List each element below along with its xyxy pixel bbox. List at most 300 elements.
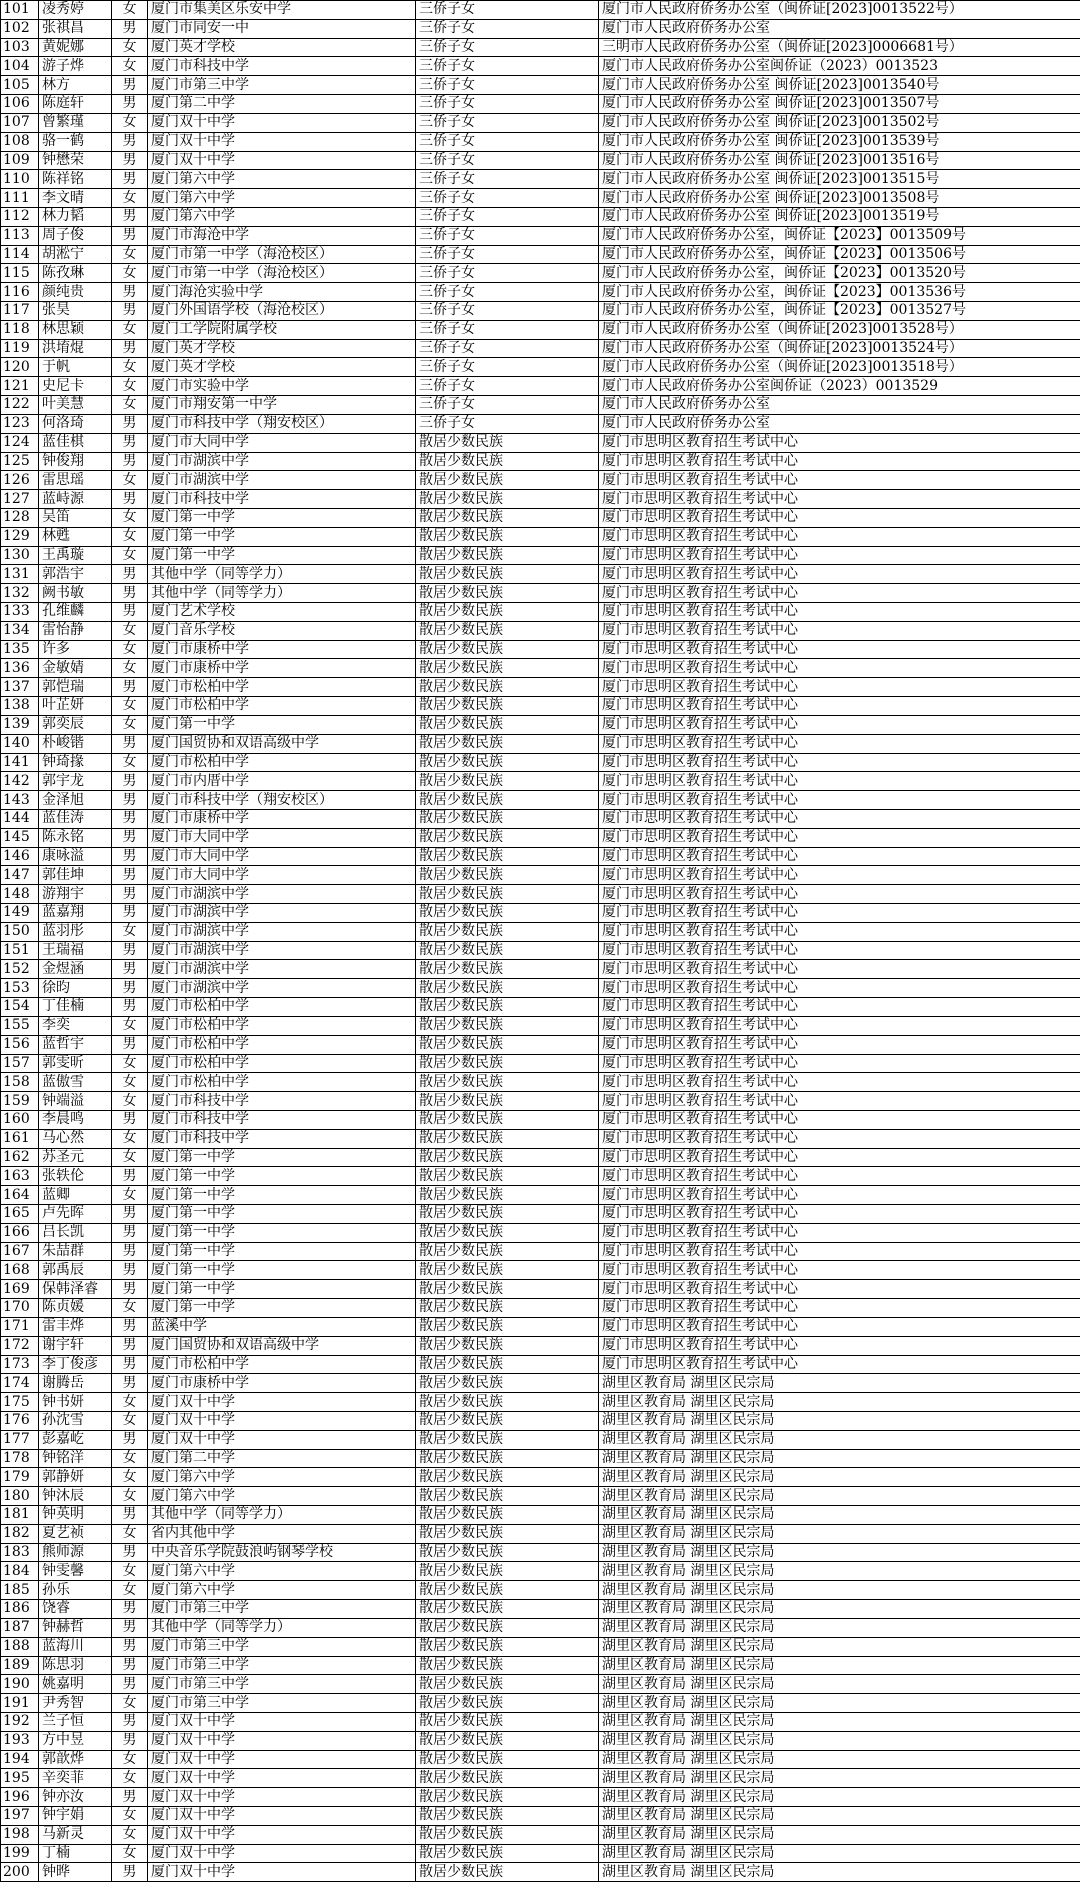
gender-cell: 男	[112, 1788, 148, 1807]
school-cell: 厦门第一中学	[148, 508, 416, 527]
category-cell: 散居少数民族	[416, 1731, 599, 1750]
row-number-cell: 178	[1, 1449, 39, 1468]
certifying-authority-cell: 厦门市人民政府侨务办公室 闽侨证[2023]0013502号	[599, 113, 1080, 132]
table-row	[1, 1562, 1080, 1581]
certifying-authority-cell: 厦门市人民政府侨务办公室（闽侨证[2023]0013528号）	[599, 320, 1080, 339]
certifying-authority-cell: 湖里区教育局 湖里区民宗局	[599, 1562, 1080, 1581]
table-row	[1, 508, 1080, 527]
table-row	[1, 132, 1080, 151]
school-cell: 厦门市实验中学	[148, 377, 416, 396]
category-cell: 散居少数民族	[416, 734, 599, 753]
gender-cell: 女	[112, 1186, 148, 1205]
school-cell: 厦门国贸协和双语高级中学	[148, 734, 416, 753]
row-number-cell: 128	[1, 508, 39, 527]
school-cell: 厦门第一中学	[148, 1280, 416, 1299]
category-cell: 散居少数民族	[416, 1374, 599, 1393]
student-name-cell: 蓝佳棋	[39, 433, 112, 452]
gender-cell: 女	[112, 1054, 148, 1073]
certifying-authority-cell: 湖里区教育局 湖里区民宗局	[599, 1506, 1080, 1525]
row-number-cell: 147	[1, 866, 39, 885]
row-number-cell: 155	[1, 1016, 39, 1035]
row-number-cell: 112	[1, 207, 39, 226]
table-row	[1, 734, 1080, 753]
gender-cell: 女	[112, 245, 148, 264]
table-row	[1, 565, 1080, 584]
table-row	[1, 151, 1080, 170]
table-row	[1, 1788, 1080, 1807]
table-row	[1, 1393, 1080, 1412]
certifying-authority-cell: 厦门市思明区教育招生考试中心	[599, 1336, 1080, 1355]
student-name-cell: 郭奕辰	[39, 715, 112, 734]
certifying-authority-cell: 厦门市思明区教育招生考试中心	[599, 1073, 1080, 1092]
school-cell: 厦门第一中学	[148, 1167, 416, 1186]
gender-cell: 男	[112, 809, 148, 828]
row-number-cell: 189	[1, 1656, 39, 1675]
certifying-authority-cell: 厦门市人民政府侨务办公室 闽侨证[2023]0013539号	[599, 132, 1080, 151]
certifying-authority-cell: 厦门市人民政府侨务办公室 闽侨证[2023]0013519号	[599, 207, 1080, 226]
certifying-authority-cell: 湖里区教育局 湖里区民宗局	[599, 1487, 1080, 1506]
category-cell: 散居少数民族	[416, 621, 599, 640]
gender-cell: 男	[112, 1205, 148, 1224]
school-cell: 厦门市湖滨中学	[148, 922, 416, 941]
gender-cell: 男	[112, 791, 148, 810]
row-number-cell: 160	[1, 1110, 39, 1129]
gender-cell: 女	[112, 320, 148, 339]
gender-cell: 女	[112, 1016, 148, 1035]
category-cell: 散居少数民族	[416, 1035, 599, 1054]
student-name-cell: 林甦	[39, 527, 112, 546]
certifying-authority-cell: 厦门市思明区教育招生考试中心	[599, 1016, 1080, 1035]
school-cell: 其他中学（同等学力）	[148, 584, 416, 603]
school-cell: 厦门第一中学	[148, 1205, 416, 1224]
gender-cell: 女	[112, 1, 148, 20]
student-name-cell: 洪堉焜	[39, 339, 112, 358]
school-cell: 厦门第二中学	[148, 1449, 416, 1468]
category-cell: 散居少数民族	[416, 603, 599, 622]
student-name-cell: 李晨鸣	[39, 1110, 112, 1129]
school-cell: 厦门市松柏中学	[148, 697, 416, 716]
category-cell: 三侨子女	[416, 283, 599, 302]
certifying-authority-cell: 厦门市人民政府侨务办公室，闽侨证【2023】0013520号	[599, 264, 1080, 283]
table-row	[1, 490, 1080, 509]
category-cell: 三侨子女	[416, 151, 599, 170]
row-number-cell: 103	[1, 38, 39, 57]
certifying-authority-cell: 厦门市人民政府侨务办公室 闽侨证[2023]0013508号	[599, 189, 1080, 208]
category-cell: 三侨子女	[416, 57, 599, 76]
category-cell: 散居少数民族	[416, 565, 599, 584]
category-cell: 散居少数民族	[416, 490, 599, 509]
school-cell: 厦门市康桥中学	[148, 640, 416, 659]
certifying-authority-cell: 湖里区教育局 湖里区民宗局	[599, 1656, 1080, 1675]
school-cell: 厦门市内厝中学	[148, 772, 416, 791]
student-name-cell: 于帆	[39, 358, 112, 377]
category-cell: 散居少数民族	[416, 1694, 599, 1713]
row-number-cell: 134	[1, 621, 39, 640]
row-number-cell: 117	[1, 302, 39, 321]
table-row	[1, 640, 1080, 659]
school-cell: 厦门市科技中学	[148, 1129, 416, 1148]
school-cell: 厦门市松柏中学	[148, 998, 416, 1017]
student-name-cell: 熊师源	[39, 1543, 112, 1562]
table-row	[1, 1242, 1080, 1261]
category-cell: 散居少数民族	[416, 1299, 599, 1318]
certifying-authority-cell: 湖里区教育局 湖里区民宗局	[599, 1788, 1080, 1807]
student-name-cell: 金泽旭	[39, 791, 112, 810]
category-cell: 散居少数民族	[416, 1186, 599, 1205]
school-cell: 厦门市松柏中学	[148, 753, 416, 772]
student-name-cell: 方中昱	[39, 1731, 112, 1750]
category-cell: 散居少数民族	[416, 678, 599, 697]
row-number-cell: 132	[1, 584, 39, 603]
category-cell: 散居少数民族	[416, 715, 599, 734]
school-cell: 厦门市湖滨中学	[148, 471, 416, 490]
student-name-cell: 钟琦掾	[39, 753, 112, 772]
certifying-authority-cell: 厦门市思明区教育招生考试中心	[599, 1355, 1080, 1374]
student-name-cell: 朱喆群	[39, 1242, 112, 1261]
category-cell: 散居少数民族	[416, 1336, 599, 1355]
gender-cell: 男	[112, 1731, 148, 1750]
school-cell: 厦门第六中学	[148, 1487, 416, 1506]
student-name-cell: 张轶伦	[39, 1167, 112, 1186]
school-cell: 厦门市湖滨中学	[148, 885, 416, 904]
gender-cell: 女	[112, 1825, 148, 1844]
row-number-cell: 156	[1, 1035, 39, 1054]
category-cell: 三侨子女	[416, 226, 599, 245]
table-row	[1, 960, 1080, 979]
certifying-authority-cell: 厦门市思明区教育招生考试中心	[599, 1129, 1080, 1148]
certifying-authority-cell: 湖里区教育局 湖里区民宗局	[599, 1430, 1080, 1449]
certifying-authority-cell: 厦门市思明区教育招生考试中心	[599, 1261, 1080, 1280]
student-name-cell: 郭宇龙	[39, 772, 112, 791]
student-name-cell: 陈永铭	[39, 828, 112, 847]
row-number-cell: 136	[1, 659, 39, 678]
table-row	[1, 302, 1080, 321]
gender-cell: 男	[112, 979, 148, 998]
table-row	[1, 697, 1080, 716]
table-row	[1, 772, 1080, 791]
student-name-cell: 马新灵	[39, 1825, 112, 1844]
school-cell: 厦门市第一中学（海沧校区）	[148, 245, 416, 264]
row-number-cell: 138	[1, 697, 39, 716]
student-name-cell: 郭佳坤	[39, 866, 112, 885]
gender-cell: 女	[112, 1468, 148, 1487]
row-number-cell: 181	[1, 1506, 39, 1525]
student-name-cell: 蓝海川	[39, 1637, 112, 1656]
school-cell: 厦门市海沧中学	[148, 226, 416, 245]
row-number-cell: 193	[1, 1731, 39, 1750]
student-name-cell: 郭恺瑞	[39, 678, 112, 697]
table-row	[1, 922, 1080, 941]
gender-cell: 男	[112, 414, 148, 433]
gender-cell: 女	[112, 1844, 148, 1863]
category-cell: 散居少数民族	[416, 1054, 599, 1073]
gender-cell: 男	[112, 95, 148, 114]
certifying-authority-cell: 湖里区教育局 湖里区民宗局	[599, 1449, 1080, 1468]
school-cell: 厦门市大同中学	[148, 433, 416, 452]
table-row	[1, 95, 1080, 114]
category-cell: 散居少数民族	[416, 1411, 599, 1430]
student-name-cell: 何洛琦	[39, 414, 112, 433]
table-row	[1, 1, 1080, 20]
gender-cell: 女	[112, 1807, 148, 1826]
school-cell: 厦门市第三中学	[148, 1600, 416, 1619]
certifying-authority-cell: 湖里区教育局 湖里区民宗局	[599, 1618, 1080, 1637]
category-cell: 散居少数民族	[416, 1769, 599, 1788]
gender-cell: 男	[112, 828, 148, 847]
student-name-cell: 蓝哲宇	[39, 1035, 112, 1054]
row-number-cell: 124	[1, 433, 39, 452]
certifying-authority-cell: 湖里区教育局 湖里区民宗局	[599, 1769, 1080, 1788]
student-name-cell: 蓝卿	[39, 1186, 112, 1205]
row-number-cell: 101	[1, 1, 39, 20]
table-row	[1, 1016, 1080, 1035]
school-cell: 厦门市康桥中学	[148, 659, 416, 678]
certifying-authority-cell: 厦门市思明区教育招生考试中心	[599, 433, 1080, 452]
gender-cell: 女	[112, 264, 148, 283]
category-cell: 散居少数民族	[416, 1092, 599, 1111]
student-name-cell: 郭禹辰	[39, 1261, 112, 1280]
school-cell: 厦门双十中学	[148, 1750, 416, 1769]
gender-cell: 男	[112, 1035, 148, 1054]
certifying-authority-cell: 厦门市思明区教育招生考试中心	[599, 659, 1080, 678]
category-cell: 散居少数民族	[416, 1242, 599, 1261]
category-cell: 散居少数民族	[416, 697, 599, 716]
table-row	[1, 1355, 1080, 1374]
gender-cell: 男	[112, 678, 148, 697]
certifying-authority-cell: 厦门市思明区教育招生考试中心	[599, 452, 1080, 471]
certifying-authority-cell: 厦门市思明区教育招生考试中心	[599, 1242, 1080, 1261]
category-cell: 散居少数民族	[416, 1148, 599, 1167]
gender-cell: 女	[112, 377, 148, 396]
student-name-cell: 吴笛	[39, 508, 112, 527]
gender-cell: 男	[112, 998, 148, 1017]
certifying-authority-cell: 湖里区教育局 湖里区民宗局	[599, 1825, 1080, 1844]
row-number-cell: 185	[1, 1581, 39, 1600]
row-number-cell: 148	[1, 885, 39, 904]
row-number-cell: 169	[1, 1280, 39, 1299]
certifying-authority-cell: 湖里区教育局 湖里区民宗局	[599, 1637, 1080, 1656]
student-name-cell: 林力韬	[39, 207, 112, 226]
row-number-cell: 145	[1, 828, 39, 847]
school-cell: 厦门第六中学	[148, 189, 416, 208]
row-number-cell: 154	[1, 998, 39, 1017]
table-row	[1, 1317, 1080, 1336]
row-number-cell: 163	[1, 1167, 39, 1186]
category-cell: 三侨子女	[416, 245, 599, 264]
certifying-authority-cell: 厦门市思明区教育招生考试中心	[599, 1299, 1080, 1318]
gender-cell: 男	[112, 1506, 148, 1525]
school-cell: 厦门双十中学	[148, 1825, 416, 1844]
table-row	[1, 189, 1080, 208]
student-name-cell: 周子俊	[39, 226, 112, 245]
gender-cell: 男	[112, 960, 148, 979]
category-cell: 散居少数民族	[416, 1280, 599, 1299]
table-row	[1, 621, 1080, 640]
certifying-authority-cell: 厦门市思明区教育招生考试中心	[599, 904, 1080, 923]
gender-cell: 男	[112, 734, 148, 753]
category-cell: 三侨子女	[416, 170, 599, 189]
certifying-authority-cell: 厦门市思明区教育招生考试中心	[599, 603, 1080, 622]
row-number-cell: 126	[1, 471, 39, 490]
category-cell: 散居少数民族	[416, 433, 599, 452]
certifying-authority-cell: 厦门市思明区教育招生考试中心	[599, 791, 1080, 810]
gender-cell: 男	[112, 1110, 148, 1129]
row-number-cell: 173	[1, 1355, 39, 1374]
student-name-cell: 李丁俊彦	[39, 1355, 112, 1374]
category-cell: 三侨子女	[416, 414, 599, 433]
school-cell: 厦门第一中学	[148, 1299, 416, 1318]
row-number-cell: 118	[1, 320, 39, 339]
student-name-cell: 钟赫哲	[39, 1618, 112, 1637]
student-name-cell: 兰子恒	[39, 1712, 112, 1731]
certifying-authority-cell: 厦门市思明区教育招生考试中心	[599, 1280, 1080, 1299]
category-cell: 三侨子女	[416, 95, 599, 114]
category-cell: 散居少数民族	[416, 471, 599, 490]
table-row	[1, 283, 1080, 302]
category-cell: 三侨子女	[416, 396, 599, 415]
certifying-authority-cell: 厦门市思明区教育招生考试中心	[599, 1205, 1080, 1224]
student-name-cell: 张祺昌	[39, 19, 112, 38]
category-cell: 散居少数民族	[416, 452, 599, 471]
category-cell: 散居少数民族	[416, 508, 599, 527]
row-number-cell: 125	[1, 452, 39, 471]
table-row	[1, 113, 1080, 132]
row-number-cell: 199	[1, 1844, 39, 1863]
certifying-authority-cell: 湖里区教育局 湖里区民宗局	[599, 1712, 1080, 1731]
gender-cell: 女	[112, 1411, 148, 1430]
category-cell: 散居少数民族	[416, 941, 599, 960]
row-number-cell: 121	[1, 377, 39, 396]
row-number-cell: 183	[1, 1543, 39, 1562]
category-cell: 散居少数民族	[416, 1167, 599, 1186]
student-name-cell: 王瑞福	[39, 941, 112, 960]
gender-cell: 男	[112, 452, 148, 471]
school-cell: 厦门双十中学	[148, 1769, 416, 1788]
certifying-authority-cell: 湖里区教育局 湖里区民宗局	[599, 1807, 1080, 1826]
table-row	[1, 603, 1080, 622]
gender-cell: 男	[112, 1317, 148, 1336]
table-row	[1, 715, 1080, 734]
category-cell: 三侨子女	[416, 38, 599, 57]
gender-cell: 男	[112, 584, 148, 603]
table-row	[1, 19, 1080, 38]
school-cell: 其他中学（同等学力）	[148, 1506, 416, 1525]
row-number-cell: 114	[1, 245, 39, 264]
school-cell: 厦门第六中学	[148, 207, 416, 226]
certifying-authority-cell: 厦门市思明区教育招生考试中心	[599, 1186, 1080, 1205]
certifying-authority-cell: 湖里区教育局 湖里区民宗局	[599, 1844, 1080, 1863]
gender-cell: 男	[112, 226, 148, 245]
table-row	[1, 207, 1080, 226]
student-name-cell: 吕长凯	[39, 1223, 112, 1242]
table-row	[1, 1430, 1080, 1449]
student-name-cell: 康咏溢	[39, 847, 112, 866]
table-row	[1, 998, 1080, 1017]
category-cell: 散居少数民族	[416, 1393, 599, 1412]
category-cell: 散居少数民族	[416, 1487, 599, 1506]
student-name-cell: 钟英明	[39, 1506, 112, 1525]
certifying-authority-cell: 湖里区教育局 湖里区民宗局	[599, 1863, 1080, 1882]
row-number-cell: 106	[1, 95, 39, 114]
category-cell: 三侨子女	[416, 358, 599, 377]
table-row	[1, 1148, 1080, 1167]
row-number-cell: 127	[1, 490, 39, 509]
certifying-authority-cell: 厦门市人民政府侨务办公室，闽侨证【2023】0013509号	[599, 226, 1080, 245]
certifying-authority-cell: 厦门市思明区教育招生考试中心	[599, 1148, 1080, 1167]
category-cell: 散居少数民族	[416, 1543, 599, 1562]
certifying-authority-cell: 厦门市思明区教育招生考试中心	[599, 772, 1080, 791]
table-row	[1, 1543, 1080, 1562]
row-number-cell: 116	[1, 283, 39, 302]
gender-cell: 女	[112, 1129, 148, 1148]
category-cell: 散居少数民族	[416, 904, 599, 923]
school-cell: 厦门市松柏中学	[148, 1035, 416, 1054]
category-cell: 散居少数民族	[416, 809, 599, 828]
student-name-cell: 游翔宇	[39, 885, 112, 904]
school-cell: 厦门市湖滨中学	[148, 904, 416, 923]
table-row	[1, 941, 1080, 960]
category-cell: 散居少数民族	[416, 527, 599, 546]
student-name-cell: 姚嘉明	[39, 1675, 112, 1694]
school-cell: 厦门海沧实验中学	[148, 283, 416, 302]
row-number-cell: 140	[1, 734, 39, 753]
school-cell: 厦门双十中学	[148, 1411, 416, 1430]
certifying-authority-cell: 厦门市人民政府侨务办公室（闽侨证[2023]0013518号）	[599, 358, 1080, 377]
row-number-cell: 142	[1, 772, 39, 791]
category-cell: 三侨子女	[416, 132, 599, 151]
school-cell: 厦门市第三中学	[148, 1694, 416, 1713]
category-cell: 散居少数民族	[416, 1468, 599, 1487]
table-row	[1, 1731, 1080, 1750]
school-cell: 省内其他中学	[148, 1524, 416, 1543]
category-cell: 散居少数民族	[416, 1712, 599, 1731]
table-row	[1, 1600, 1080, 1619]
school-cell: 厦门第一中学	[148, 1242, 416, 1261]
student-name-cell: 陈思羽	[39, 1656, 112, 1675]
gender-cell: 男	[112, 1167, 148, 1186]
row-number-cell: 111	[1, 189, 39, 208]
certifying-authority-cell: 厦门市思明区教育招生考试中心	[599, 471, 1080, 490]
student-name-cell: 辛奕菲	[39, 1769, 112, 1788]
student-name-cell: 郭静妍	[39, 1468, 112, 1487]
student-name-cell: 陈贞媛	[39, 1299, 112, 1318]
certifying-authority-cell: 厦门市人民政府侨务办公室，闽侨证【2023】0013527号	[599, 302, 1080, 321]
certifying-authority-cell: 湖里区教育局 湖里区民宗局	[599, 1524, 1080, 1543]
student-name-cell: 金煜涵	[39, 960, 112, 979]
gender-cell: 女	[112, 189, 148, 208]
gender-cell: 男	[112, 772, 148, 791]
table-row	[1, 1750, 1080, 1769]
table-row	[1, 1336, 1080, 1355]
category-cell: 三侨子女	[416, 302, 599, 321]
gender-cell: 女	[112, 1148, 148, 1167]
category-cell: 散居少数民族	[416, 753, 599, 772]
certifying-authority-cell: 厦门市思明区教育招生考试中心	[599, 697, 1080, 716]
gender-cell: 男	[112, 132, 148, 151]
category-cell: 散居少数民族	[416, 979, 599, 998]
student-name-cell: 林思颖	[39, 320, 112, 339]
category-cell: 三侨子女	[416, 189, 599, 208]
table-row	[1, 1487, 1080, 1506]
category-cell: 散居少数民族	[416, 1261, 599, 1280]
student-name-cell: 钟晔	[39, 1863, 112, 1882]
school-cell: 厦门第一中学	[148, 546, 416, 565]
row-number-cell: 135	[1, 640, 39, 659]
table-row	[1, 979, 1080, 998]
school-cell: 厦门市第一中学（海沧校区）	[148, 264, 416, 283]
table-row	[1, 1581, 1080, 1600]
school-cell: 厦门市松柏中学	[148, 1073, 416, 1092]
